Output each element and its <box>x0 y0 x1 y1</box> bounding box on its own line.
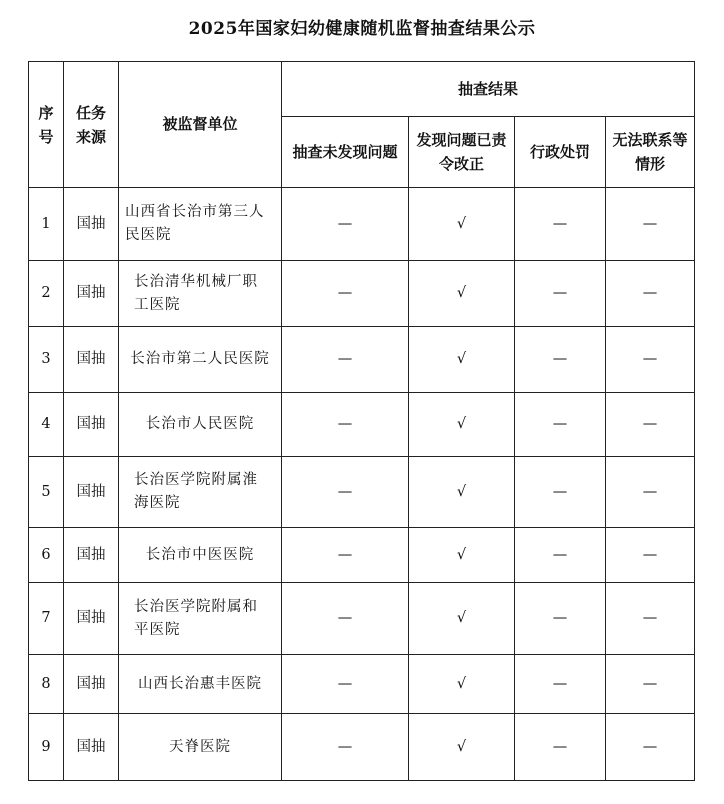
table-row <box>29 188 695 261</box>
header-result-group <box>282 62 695 117</box>
penalty-cell: — <box>515 327 606 393</box>
penalty-cell: — <box>515 188 606 261</box>
table-row <box>29 583 695 655</box>
seq-cell: 7 <box>29 583 64 655</box>
header-seq-label: 序号 <box>38 103 54 146</box>
penalty-cell: — <box>515 393 606 457</box>
unit-name: 长治医学院附属和平医院 <box>134 598 258 638</box>
table-row <box>29 393 695 457</box>
unit-name: 长治市中医医院 <box>145 546 255 563</box>
source-cell: 国抽 <box>64 655 119 714</box>
unreachable-cell: — <box>606 528 695 583</box>
unit-name: 天脊医院 <box>169 738 231 755</box>
seq-cell: 3 <box>29 327 64 393</box>
header-result-group-label: 抽查结果 <box>458 79 519 98</box>
corrected-cell: √ <box>409 327 515 393</box>
header-unreachable-label: 无法联系等情形 <box>612 131 688 173</box>
seq-cell: 1 <box>29 188 64 261</box>
header-corrected <box>409 117 515 188</box>
source-cell: 国抽 <box>64 528 119 583</box>
no-problem-cell: — <box>282 188 409 261</box>
unit-name: 山西长治惠丰医院 <box>138 675 262 692</box>
no-problem-cell: — <box>282 327 409 393</box>
header-penalty-label: 行政处罚 <box>529 142 590 161</box>
unit-name: 长治市第二人民医院 <box>130 351 270 367</box>
header-unreachable <box>606 117 695 188</box>
unreachable-cell: — <box>606 261 695 327</box>
table-row <box>29 457 695 528</box>
header-corrected-label: 发现问题已责令改正 <box>416 131 507 173</box>
source-cell: 国抽 <box>64 327 119 393</box>
penalty-cell: — <box>515 261 606 327</box>
no-problem-cell: — <box>282 393 409 457</box>
source-cell: 国抽 <box>64 714 119 781</box>
no-problem-cell: — <box>282 714 409 781</box>
source-cell: 国抽 <box>64 261 119 327</box>
penalty-cell: — <box>515 583 606 655</box>
seq-cell: 4 <box>29 393 64 457</box>
header-no-problem <box>282 117 409 188</box>
no-problem-cell: — <box>282 457 409 528</box>
header-unit <box>119 62 282 188</box>
unit-cell <box>119 714 282 781</box>
no-problem-cell: — <box>282 261 409 327</box>
table-row <box>29 261 695 327</box>
unit-name: 山西省长治市第三人民医院 <box>125 204 265 243</box>
penalty-cell: — <box>515 655 606 714</box>
unreachable-cell: — <box>606 393 695 457</box>
table-row <box>29 327 695 393</box>
page-title: 2025年国家妇幼健康随机监督抽查结果公示 <box>188 19 536 39</box>
unreachable-cell: — <box>606 655 695 714</box>
source-cell: 国抽 <box>64 583 119 655</box>
corrected-cell: √ <box>409 188 515 261</box>
unit-cell <box>119 327 282 393</box>
table-row <box>29 528 695 583</box>
seq-cell: 9 <box>29 714 64 781</box>
header-penalty <box>515 117 606 188</box>
table-row <box>29 714 695 781</box>
header-seq <box>29 62 64 188</box>
unit-cell <box>119 261 282 327</box>
corrected-cell: √ <box>409 393 515 457</box>
header-source-label: 任务来源 <box>75 103 106 146</box>
corrected-cell: √ <box>409 457 515 528</box>
table-row <box>29 655 695 714</box>
no-problem-cell: — <box>282 655 409 714</box>
unit-cell <box>119 655 282 714</box>
header-source <box>64 62 119 188</box>
penalty-cell: — <box>515 714 606 781</box>
unit-cell <box>119 457 282 528</box>
no-problem-cell: — <box>282 528 409 583</box>
source-cell: 国抽 <box>64 393 119 457</box>
header-no-problem-label: 抽查未发现问题 <box>292 143 398 161</box>
unit-cell <box>119 583 282 655</box>
header-unit-label: 被监督单位 <box>162 115 238 133</box>
penalty-cell: — <box>515 528 606 583</box>
unit-cell <box>119 528 282 583</box>
seq-cell: 2 <box>29 261 64 327</box>
unit-cell <box>119 393 282 457</box>
corrected-cell: √ <box>409 583 515 655</box>
unit-name: 长治市人民医院 <box>145 416 255 432</box>
source-cell: 国抽 <box>64 457 119 528</box>
inspection-result-table <box>28 61 695 781</box>
unit-cell <box>119 188 282 261</box>
penalty-cell: — <box>515 457 606 528</box>
corrected-cell: √ <box>409 714 515 781</box>
unreachable-cell: — <box>606 457 695 528</box>
unreachable-cell: — <box>606 714 695 781</box>
unit-name: 长治清华机械厂职工医院 <box>134 273 258 313</box>
unreachable-cell: — <box>606 327 695 393</box>
corrected-cell: √ <box>409 655 515 714</box>
unit-name: 长治医学院附属淮海医院 <box>134 472 258 511</box>
unreachable-cell: — <box>606 583 695 655</box>
no-problem-cell: — <box>282 583 409 655</box>
seq-cell: 5 <box>29 457 64 528</box>
source-cell: 国抽 <box>64 188 119 261</box>
seq-cell: 6 <box>29 528 64 583</box>
unreachable-cell: — <box>606 188 695 261</box>
seq-cell: 8 <box>29 655 64 714</box>
corrected-cell: √ <box>409 528 515 583</box>
corrected-cell: √ <box>409 261 515 327</box>
